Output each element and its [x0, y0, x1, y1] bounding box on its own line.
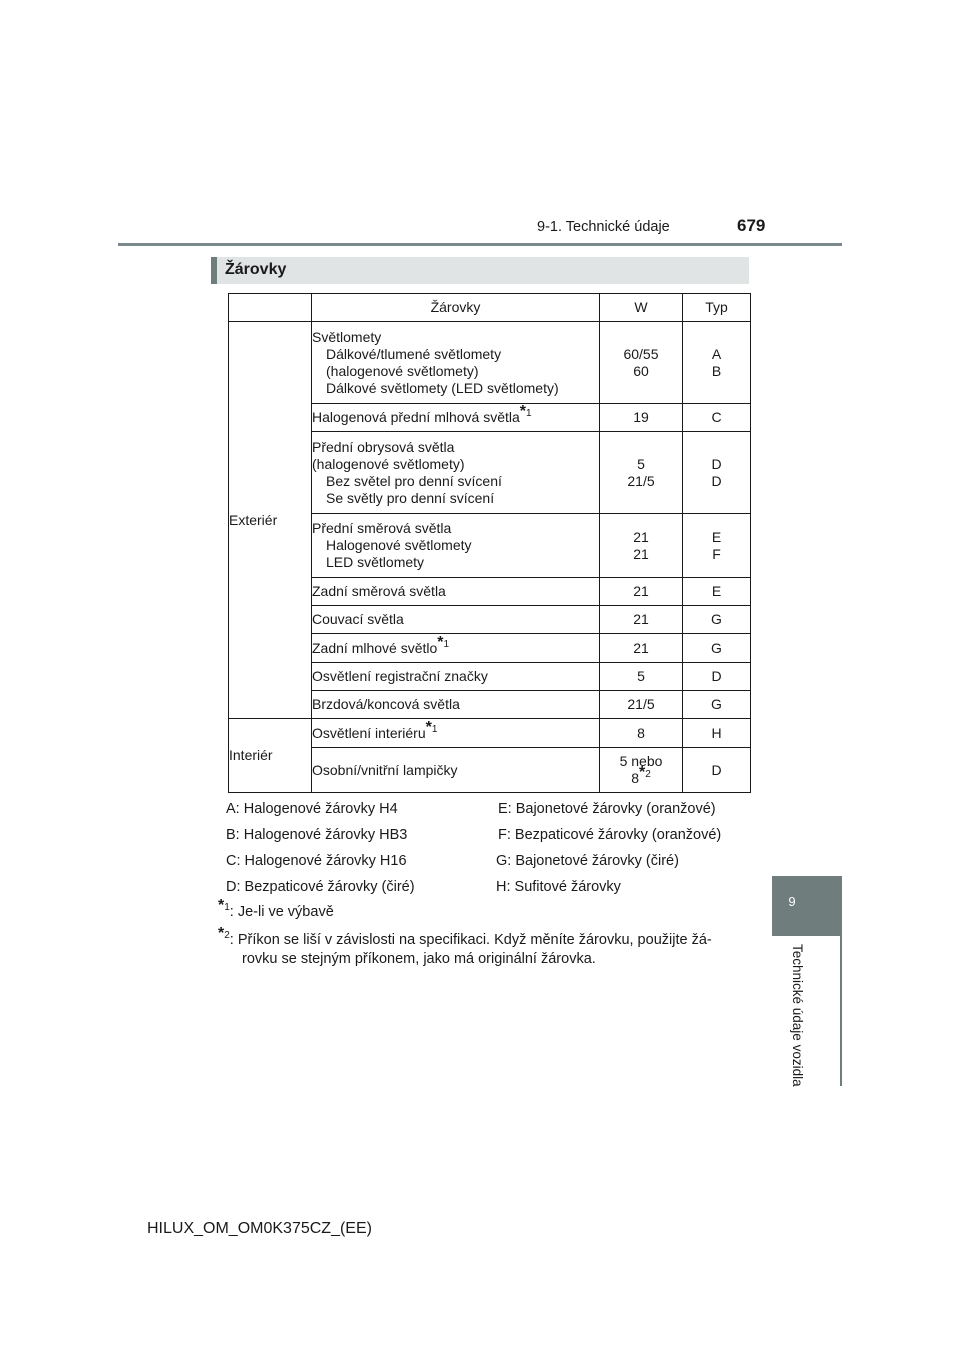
- legend-f: F: Bezpaticové žárovky (oranžové): [498, 827, 722, 843]
- turn-type: [683, 514, 751, 578]
- headlights-line2: (halogenové světlomety): [326, 362, 479, 379]
- turn-watts-2: 21: [633, 545, 649, 562]
- brake-type: G: [683, 691, 751, 719]
- footnote-number: 1: [224, 902, 230, 914]
- footer-code: HILUX_OM_OM0K375CZ_(EE): [147, 1220, 372, 1237]
- legend-h: H: Sufitové žárovky: [496, 879, 621, 895]
- headlights-line1: Dálkové/tlumené světlomety: [326, 345, 502, 362]
- headlights-title: Světlomety: [312, 328, 382, 345]
- interior-label: Osvětlení interiéru: [312, 724, 426, 741]
- fog-label: Halogenová přední mlhová světla: [312, 409, 520, 425]
- footnote-number: 1: [526, 408, 532, 420]
- section-heading-bar: [211, 257, 749, 284]
- brake-watts: 21/5: [600, 691, 683, 719]
- page-number: 679: [737, 216, 766, 235]
- chapter-title: Technické údaje vozidla: [790, 944, 805, 1087]
- footnote-star: *: [425, 718, 432, 736]
- row-label-rear-turn: Zadní směrová světla: [312, 578, 600, 606]
- footnote-2-text-2: rovku se stejným příkonem, jako má originální žárovka.: [242, 951, 596, 967]
- interior-type: H: [683, 719, 751, 748]
- footnote-ref: [639, 764, 651, 782]
- personal-watts-1: 5 nebo: [619, 753, 663, 769]
- headlights-type: [683, 322, 751, 404]
- turn-type-2: F: [712, 545, 721, 562]
- position-watts-2: 21/5: [627, 472, 655, 489]
- header-rule: [118, 243, 842, 246]
- plate-watts: 5: [600, 663, 683, 691]
- footnote-ref: [425, 718, 438, 736]
- legend-b: B: Halogenové žárovky HB3: [226, 827, 408, 843]
- headlights-watts: [600, 322, 683, 404]
- row-label-turn: [312, 514, 600, 578]
- header-cell-bulbs: Žárovky: [312, 294, 600, 322]
- footnote-star: *: [639, 764, 646, 782]
- footnote-number: 1: [431, 723, 438, 735]
- footnote-star: *: [218, 897, 225, 915]
- row-label-headlights: [312, 322, 600, 404]
- row-label-reverse: Couvací světla: [312, 606, 600, 634]
- table-row: [229, 322, 751, 404]
- turn-watts-1: 21: [633, 528, 649, 545]
- section-heading-accent: [211, 257, 217, 284]
- footnote-1-text: : Je-li ve výbavě: [229, 904, 334, 920]
- footnote-number: 2: [224, 930, 230, 942]
- row-label-personal: Osobní/vnitřní lampičky: [312, 748, 600, 793]
- turn-type-1: E: [711, 528, 722, 545]
- position-type: [683, 432, 751, 514]
- row-label-plate: Osvětlení registrační značky: [312, 663, 600, 691]
- footnote-star: *: [218, 925, 225, 943]
- rear-turn-type: E: [683, 578, 751, 606]
- chapter-tab-rule: [840, 876, 842, 1086]
- reverse-watts: 21: [600, 606, 683, 634]
- footnote-number: 1: [443, 638, 450, 650]
- turn-line2: LED světlomety: [326, 554, 425, 570]
- table-row: [229, 719, 751, 748]
- footnote-ref: [218, 925, 230, 943]
- headlights-line3: Dálkové světlomety (LED světlomety): [326, 379, 559, 396]
- headlights-watts-2: 60: [633, 362, 649, 379]
- interior-watts: 8: [600, 719, 683, 748]
- footnote-1: [218, 897, 334, 922]
- turn-title: Přední směrová světla: [312, 520, 452, 536]
- plate-type: D: [683, 663, 751, 691]
- personal-type: D: [683, 748, 751, 793]
- position-type-1: D: [711, 455, 722, 472]
- headlights-type-2: B: [711, 362, 722, 379]
- fog-type: C: [683, 404, 751, 432]
- footnote-ref: [218, 897, 230, 915]
- footnote-2-text-1: : Příkon se liší v závislosti na specifikaci. Když měníte žárovku, použijte žá-: [229, 932, 712, 948]
- bulbs-table: [228, 293, 751, 793]
- footnote-2: [218, 925, 748, 969]
- headlights-watts-1: 60/55: [623, 345, 659, 362]
- row-label-position: [312, 432, 600, 514]
- position-line3: Se světly pro denní svícení: [326, 489, 495, 506]
- header-cell-type: Typ: [683, 294, 751, 322]
- footnote-number: 2: [645, 769, 651, 781]
- position-watts: [600, 432, 683, 514]
- rear-fog-type: G: [683, 634, 751, 663]
- legend-d: D: Bezpaticové žárovky (čiré): [226, 879, 415, 895]
- rear-fog-label: Zadní mlhové světlo: [312, 639, 438, 656]
- header-cell-w: W: [600, 294, 683, 322]
- fog-watts: 19: [600, 404, 683, 432]
- row-label-brake: Brzdová/koncová světla: [312, 691, 600, 719]
- position-line1: (halogenové světlomety): [312, 455, 465, 472]
- header-cell-empty: [229, 294, 312, 322]
- position-watts-1: 5: [637, 455, 645, 472]
- legend-g: G: Bajonetové žárovky (čiré): [496, 853, 679, 869]
- footnote-2-line1: [218, 925, 748, 950]
- legend-c: C: Halogenové žárovky H16: [226, 853, 407, 869]
- category-interior: Interiér: [229, 719, 312, 793]
- chapter-number: 9: [788, 894, 796, 909]
- personal-watts-2: [600, 764, 682, 787]
- legend-e: E: Bajonetové žárovky (oranžové): [498, 801, 716, 817]
- position-type-2: D: [711, 472, 722, 489]
- footnote-ref: [437, 633, 450, 651]
- footnote-star: *: [519, 403, 527, 421]
- position-line2: Bez světel pro denní svícení: [326, 472, 502, 489]
- category-exterior: Exteriér: [229, 322, 312, 719]
- turn-watts: [600, 514, 683, 578]
- table-header-row: [229, 294, 751, 322]
- section-title: Žárovky: [225, 261, 287, 278]
- row-label-fog: [312, 404, 600, 432]
- footnote-ref: [519, 403, 532, 421]
- headlights-type-1: A: [711, 345, 722, 362]
- row-label-rear-fog: [312, 634, 600, 663]
- personal-watts-value: 8: [631, 770, 639, 786]
- rear-fog-watts: 21: [600, 634, 683, 663]
- row-label-interior: [312, 719, 600, 748]
- rear-turn-watts: 21: [600, 578, 683, 606]
- turn-line1: Halogenové světlomety: [326, 537, 472, 553]
- footnote-star: *: [437, 633, 444, 651]
- header-section-title: 9-1. Technické údaje: [537, 219, 670, 235]
- chapter-tab: [772, 876, 842, 936]
- personal-watts: [600, 748, 683, 793]
- position-title: Přední obrysová světla: [312, 438, 455, 455]
- reverse-type: G: [683, 606, 751, 634]
- legend-a: A: Halogenové žárovky H4: [226, 801, 398, 817]
